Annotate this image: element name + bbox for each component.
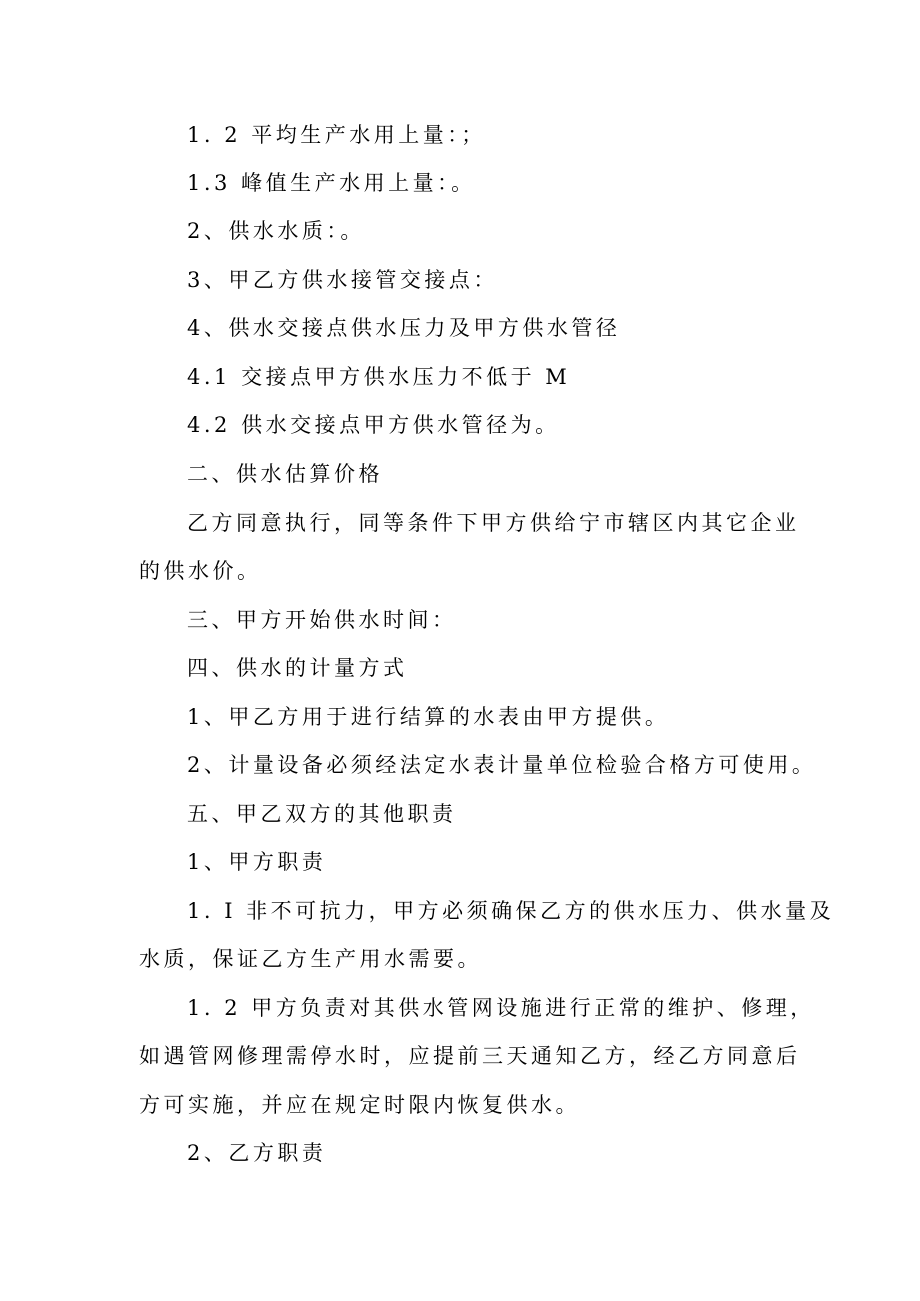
- party-b-duties-heading: 2、乙方职责: [187, 1141, 327, 1165]
- section-2-paragraph-line-1: 乙方同意执行，同等条件下甲方供给宁市辖区内其它企业: [187, 511, 800, 535]
- party-a-clause-1-2-line-2: 如遇管网修理需停水时，应提前三天通知乙方，经乙方同意后: [139, 1044, 801, 1068]
- section-4-item-1: 1、甲乙方用于进行结算的水表由甲方提供。: [187, 705, 670, 729]
- party-a-clause-1-1-line-2: 水质，保证乙方生产用水需要。: [139, 947, 482, 971]
- clause-4-2-diameter: 4.2 供水交接点甲方供水管径为。: [187, 413, 560, 437]
- section-2-paragraph-line-2: 的供水价。: [139, 559, 262, 583]
- section-4-item-2: 2、计量设备必须经法定水表计量单位检验合格方可使用。: [187, 753, 817, 777]
- party-a-clause-1-2-line-1: 1. 2 甲方负责对其供水管网设施进行正常的维护、修理，: [187, 996, 815, 1020]
- clause-1-2-average-water: 1. 2 平均生产水用上量：；: [187, 123, 486, 147]
- party-a-clause-1-1-line-1: 1. I 非不可抗力，甲方必须确保乙方的供水压力、供水量及: [187, 899, 835, 923]
- section-3-heading: 三、甲方开始供水时间：: [187, 608, 457, 632]
- section-4-heading: 四、供水的计量方式: [187, 656, 408, 680]
- party-a-duties-heading: 1、甲方职责: [187, 850, 327, 874]
- clause-3-handover-point: 3、甲乙方供水接管交接点：: [187, 268, 498, 292]
- clause-4-1-pressure: 4.1 交接点甲方供水压力不低于 M: [187, 365, 571, 389]
- section-2-heading: 二、供水估算价格: [187, 462, 383, 486]
- party-a-clause-1-2-line-3: 方可实施，并应在规定时限内恢复供水。: [139, 1093, 580, 1117]
- section-5-heading: 五、甲乙双方的其他职责: [187, 802, 457, 826]
- clause-4-pressure-diameter: 4、供水交接点供水压力及甲方供水管径: [187, 316, 621, 340]
- clause-1-3-peak-water: 1.3 峰值生产水用上量：。: [187, 171, 476, 195]
- clause-2-water-quality: 2、供水水质：。: [187, 219, 365, 243]
